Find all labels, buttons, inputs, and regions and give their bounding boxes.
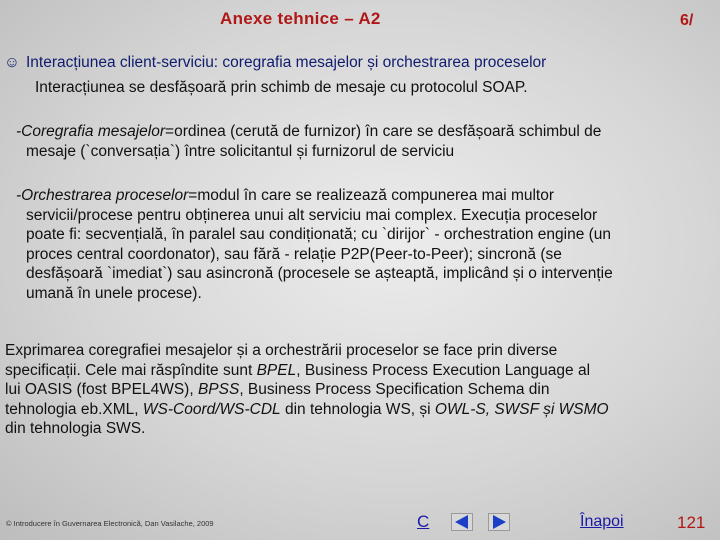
slide-index: 6/ <box>680 12 694 29</box>
text: =ordinea (cerută de furnizor) în care se desfășoară schimbul de <box>165 123 602 140</box>
bullet-subtitle: Interacțiunea se desfășoară prin schimb de mesaje cu protocolul SOAP. <box>35 79 528 96</box>
arrow-right-icon <box>489 514 509 530</box>
line: Exprimarea coregrafiei mesajelor și a orchestrării proceselor se face prin diverse <box>5 342 558 359</box>
paragraph-exprimarea <box>5 341 710 439</box>
paragraph-orchestrarea <box>16 186 710 304</box>
line: mesaje (`conversația`) între solicitantul și furnizorul de serviciu <box>26 142 455 160</box>
prev-slide-button[interactable] <box>451 513 473 531</box>
bullet-title: Interacțiunea client-serviciu: coregrafia mesajelor și orchestrarea proceselor <box>26 54 547 71</box>
line <box>5 400 710 420</box>
line: proces central coordonator), sau fără - relație P2P(Peer-to-Peer); sincronă (se <box>26 245 562 263</box>
line <box>16 123 601 140</box>
line: desfășoară `imediat`) sau asincronă (procesele se așteaptă, implicând și o intervenție <box>26 265 613 283</box>
line: servicii/procese pentru obținerea unui alt serviciu mai complex. Execuția proceselor <box>26 206 598 224</box>
paragraph-coregrafia <box>16 122 710 161</box>
text: , Business Process Execution Language al <box>296 361 591 379</box>
text: specificații. Cele mai răspîndite sunt <box>5 361 257 379</box>
term-coregrafia: -Coregrafia mesajelor <box>16 123 166 140</box>
term-owl-s: OWL-S, SWSF și WSMO <box>434 400 609 418</box>
line <box>16 187 554 204</box>
footer-credit: © Introducere în Guvernarea Electronică, Dan Vasilache, 2009 <box>6 519 214 528</box>
text: din tehnologia WS, și <box>280 400 435 418</box>
term-bpel: BPEL <box>256 361 297 379</box>
bullet-heading <box>4 53 714 72</box>
text: tehnologia eb.XML, <box>5 400 143 418</box>
line: din tehnologia SWS. <box>5 420 146 438</box>
text: , Business Process Specification Schema din <box>239 381 550 399</box>
term-ws-coord: WS-Coord/WS-CDL <box>142 400 281 418</box>
line: umană în unele procese). <box>26 284 202 302</box>
page-number: 121 <box>677 513 706 532</box>
term-bpss: BPSS <box>197 381 240 399</box>
smiley-icon: ☺ <box>4 54 20 71</box>
back-link[interactable]: Înapoi <box>580 513 624 530</box>
term-orchestrarea: -Orchestrarea proceselor <box>16 187 189 204</box>
line <box>5 380 710 400</box>
line: poate fi: secvențială, în paralel sau condiționată; cu `dirijor` - orchestration engine (un <box>26 226 612 244</box>
next-slide-button[interactable] <box>488 513 510 531</box>
text: lui OASIS (fost BPEL4WS), <box>5 381 198 399</box>
arrow-left-icon <box>452 514 472 530</box>
line <box>5 361 710 381</box>
nav-contents-link[interactable]: C <box>417 512 430 531</box>
slide-title: Anexe tehnice – A2 <box>220 9 381 28</box>
text: =modul în care se realizează compunerea mai multor <box>188 187 555 204</box>
